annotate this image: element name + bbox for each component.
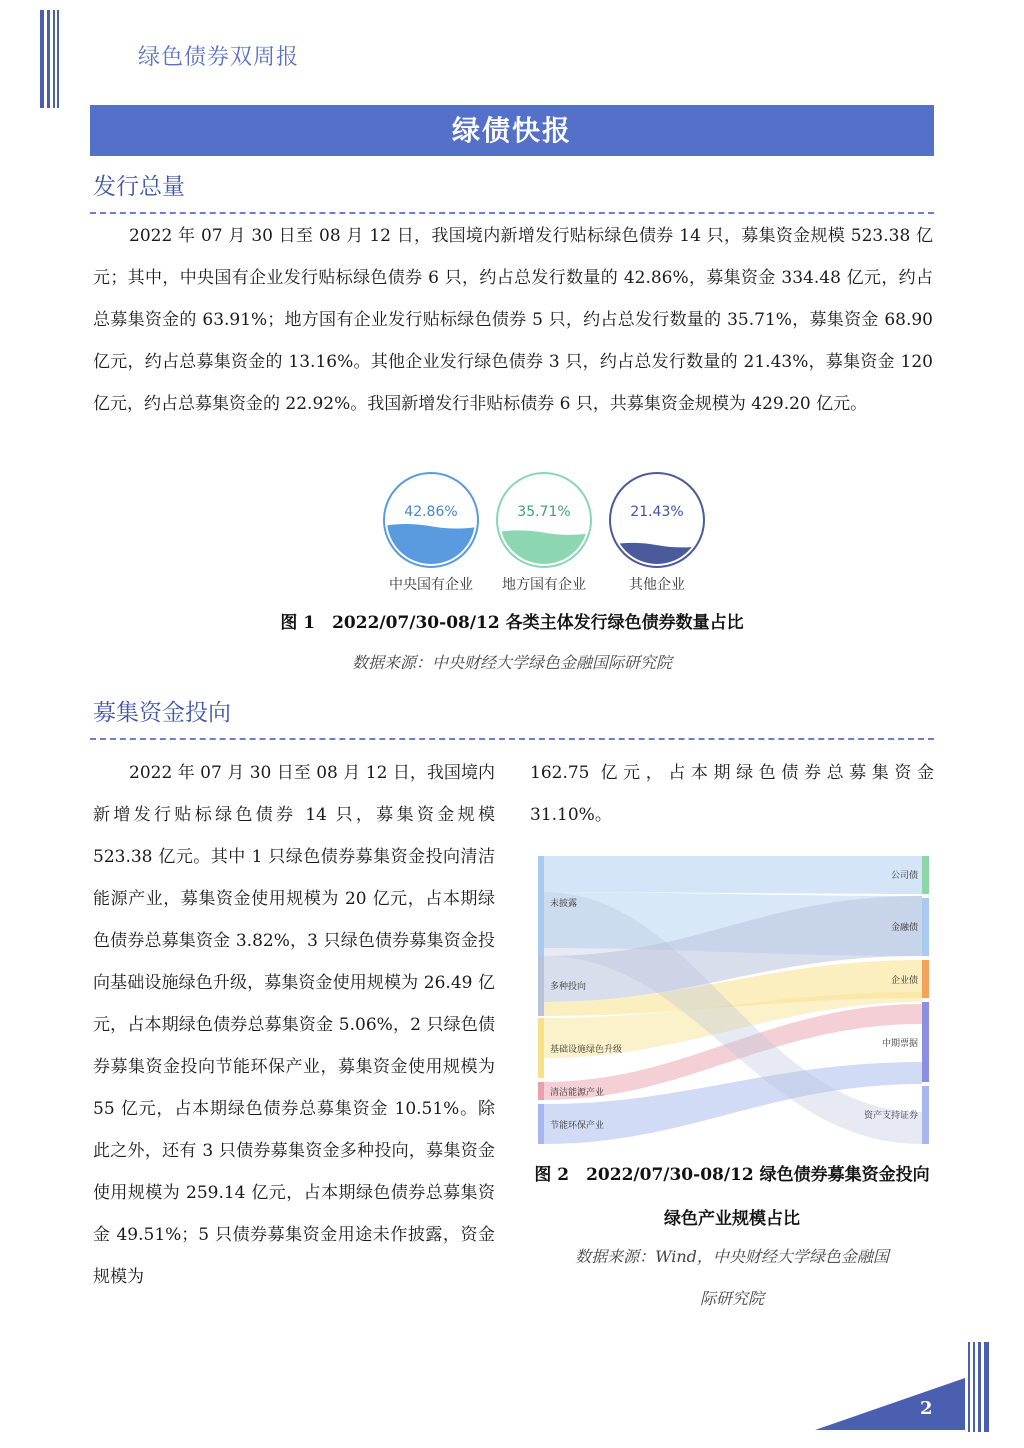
circle-label: 中央国有企业 xyxy=(389,577,473,593)
figure1-caption: 图 1 2022/07/30-08/12 各类主体发行绿色债券数量占比 xyxy=(280,613,744,633)
circle-label: 其他企业 xyxy=(629,577,685,593)
sankey-right-label: 金融债 xyxy=(890,923,918,933)
circle-local-soe xyxy=(493,470,595,594)
figure1-water-circles xyxy=(380,470,710,595)
section-title-funds: 募集资金投向 xyxy=(93,700,231,726)
circle-value: 21.43% xyxy=(630,504,684,520)
paragraph-issuance: 2022 年 07 月 30 日至 08 月 12 日，我国境内新增发行贴标绿色债券 14 只，募集资金规模 523.38 亿元；其中，中央国有企业发行贴标绿色债券 6 只，约占总发行数量的 42.86%，募集资金 334.48 亿元，约占总募集资金的 63.91%；地方国有企业发行贴标绿色债券 5 只，约占总发行数量的 35.71%，募集资金 68.90 亿元，约占总募集资金的 13.16%。其他企业发行绿色债券 3 只，约占总发行数量的 21.43%，募集资金 120 亿元，约占总募集资金的 22.92%。我国新增发行非贴标债券 6 只，共募集资金规模为 429.20 亿元。 xyxy=(93,226,933,414)
water-circle-icon xyxy=(494,470,594,570)
decorative-bars-bottom-right xyxy=(968,1342,990,1432)
section-title-issuance: 发行总量 xyxy=(93,174,185,200)
sankey-right-label: 资产支持证券 xyxy=(863,1111,918,1121)
page-number: 2 xyxy=(920,1398,933,1419)
page-corner-triangle xyxy=(815,1378,965,1430)
section-divider xyxy=(90,212,934,214)
figure2-source-line2: 际研究院 xyxy=(699,1289,764,1308)
sankey-left-label: 未披露 xyxy=(550,899,578,909)
figure2-source: 数据来源：Wind，中央财经大学绿色金融国 xyxy=(575,1247,889,1266)
section-divider xyxy=(90,738,934,740)
sankey-right-label: 中期票据 xyxy=(881,1039,918,1049)
sankey-left-label: 多种投向 xyxy=(550,982,587,992)
sankey-left-label: 节能环保产业 xyxy=(550,1121,605,1131)
sankey-left-label: 基础设施绿色升级 xyxy=(550,1045,623,1055)
running-head: 绿色债券双周报 xyxy=(138,45,300,70)
circle-other xyxy=(606,470,708,594)
paragraph-funds-right: 162.75 亿元，占本期绿色债券总募集资金 31.10%。 xyxy=(530,763,934,825)
figure1-source: 数据来源：中央财经大学绿色金融国际研究院 xyxy=(351,653,672,672)
water-circle-icon xyxy=(381,470,481,570)
figure2-sankey xyxy=(538,852,934,1148)
sankey-right-label: 公司债 xyxy=(890,871,918,881)
paragraph-funds-left: 2022 年 07 月 30 日至 08 月 12 日，我国境内新增发行贴标绿色债券 14 只，募集资金规模 523.38 亿元。其中 1 只绿色债券募集资金投向清洁能源产业，募集资金使用规模为 20 亿元，占本期绿色债券总募集资金 3.82%，3 只绿色债券募集资金投向基础设施绿色升级，募集资金使用规模为 26.49 亿元，占本期绿色债券总募集资金 5.06%，2 只绿色债券募集资金投向节能环保产业，募集资金使用规模为 55 亿元，占本期绿色债券总募集资金 10.51%。除此之外，还有 3 只债券募集资金多种投向，募集资金使用规模为 259.14 亿元，占本期绿色债券总募集资金 49.51%；5 只债券募集资金用途未作披露，资金规模为 xyxy=(93,763,495,1287)
water-circle-icon xyxy=(607,470,707,570)
circle-central-soe xyxy=(380,470,482,594)
figure2-caption: 图 2 2022/07/30-08/12 绿色债券募集资金投向 xyxy=(534,1165,930,1185)
sankey-right-label: 企业债 xyxy=(890,976,918,986)
sankey-left-label: 清洁能源产业 xyxy=(550,1088,605,1098)
circle-value: 35.71% xyxy=(517,504,571,520)
decorative-bars-top-left xyxy=(40,10,60,108)
circle-value: 42.86% xyxy=(404,504,458,520)
circle-label: 地方国有企业 xyxy=(502,577,586,593)
figure2-caption-line2: 绿色产业规模占比 xyxy=(664,1209,800,1229)
banner-title: 绿债快报 xyxy=(90,105,934,156)
